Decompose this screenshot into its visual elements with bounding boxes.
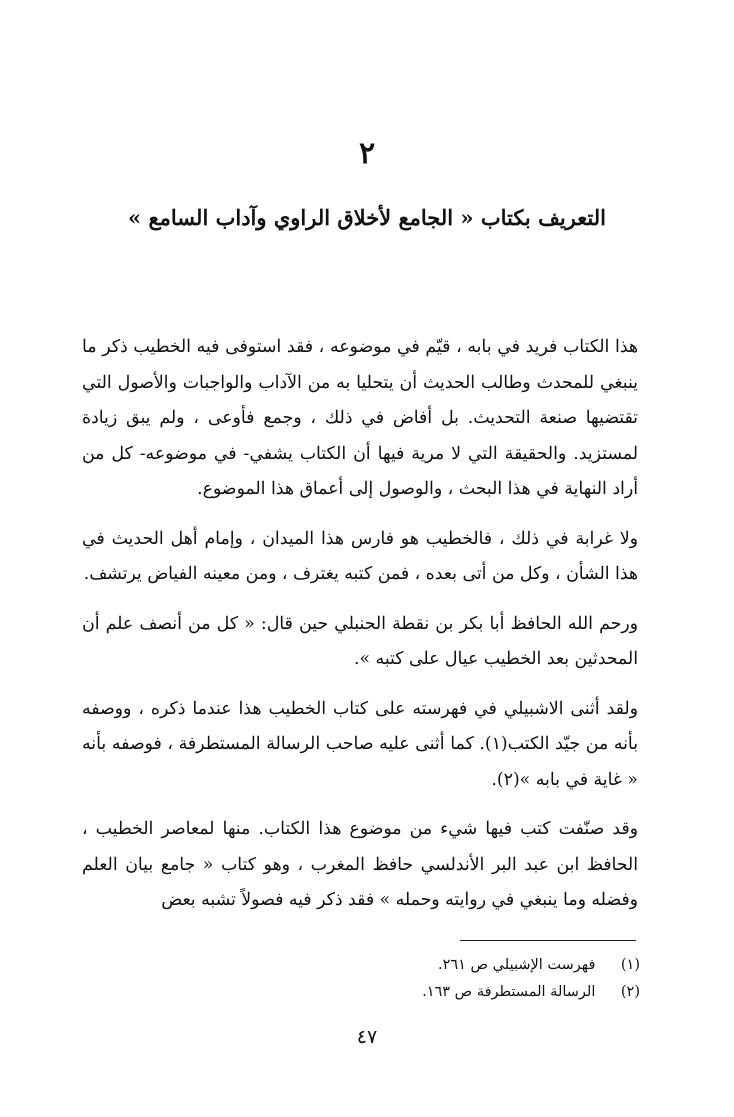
chapter-title: التعريف بكتاب « الجامع لأخلاق الراوي وآداب السامع » [128, 205, 606, 230]
footnotes [300, 952, 640, 1006]
paragraph: هذا الكتاب فريد في بابه ، قيّم في موضوعه ، فقد استوفى فيه الخطيب ذكر ما ينبغي للمحدث وطالب الحديث أن يتحليا به من الآداب والواجبات والأصول التي تقتضيها صنعة التحديث. بل أفاض في ذلك ، وجمع فأوعى ، ولم يبق زيادة لمستزيد. والحقيقة التي لا مرية فيها أن الكتاب يشفي- في موضوعه- كل من أراد النهاية في هذا البحث ، والوصول إلى أعماق هذا الموضوع. [82, 337, 638, 499]
footnote [300, 979, 640, 1006]
footnote-text: الرسالة المستطرفة ص ١٦٣. [422, 984, 596, 1000]
footnote-number: (١) [620, 957, 640, 973]
paragraph: ولقد أثنى الاشبيلي في فهرسته على كتاب الخطيب هذا عندما ذكره ، ووصفه بأنه من جيّد الكتب(١). كما أثنى عليه صاحب الرسالة المستطرفة ، فوصفه بأنه « غاية في بابه »(٢). [82, 698, 639, 790]
body-text [82, 330, 638, 933]
paragraph: ولا غرابة في ذلك ، فالخطيب هو فارس هذا الميدان ، وإمام أهل الحديث في هذا الشأن ، وكل من أتى بعده ، فمن كتبه يغترف ، ومن معينه الفياض يرتشف. [82, 528, 638, 584]
footnote-number: (٢) [620, 984, 640, 1000]
footnote-text: فهرست الإشبيلي ص ٢٦١. [437, 957, 596, 973]
paragraph: ورحم الله الحافظ أبا بكر بن نقطة الحنبلي حين قال: « كل من أنصف علم أن المحدثين بعد الخطيب عيال على كتبه ». [82, 613, 638, 669]
paragraph: وقد صنّفت كتب فيها شيء من موضوع هذا الكتاب. منها لمعاصر الخطيب ، الحافظ ابن عبد البر الأندلسي حافظ المغرب ، وهو كتاب « جامع بيان العلم وفضله وما ينبغي في روايته وحمله » فقد ذكر فيه فصولاً تشبه بعض [82, 819, 638, 910]
page-number: ٤٧ [356, 1026, 378, 1048]
chapter-number: ٢ [358, 136, 376, 171]
footnote [300, 952, 640, 979]
footnote-separator [460, 940, 636, 941]
